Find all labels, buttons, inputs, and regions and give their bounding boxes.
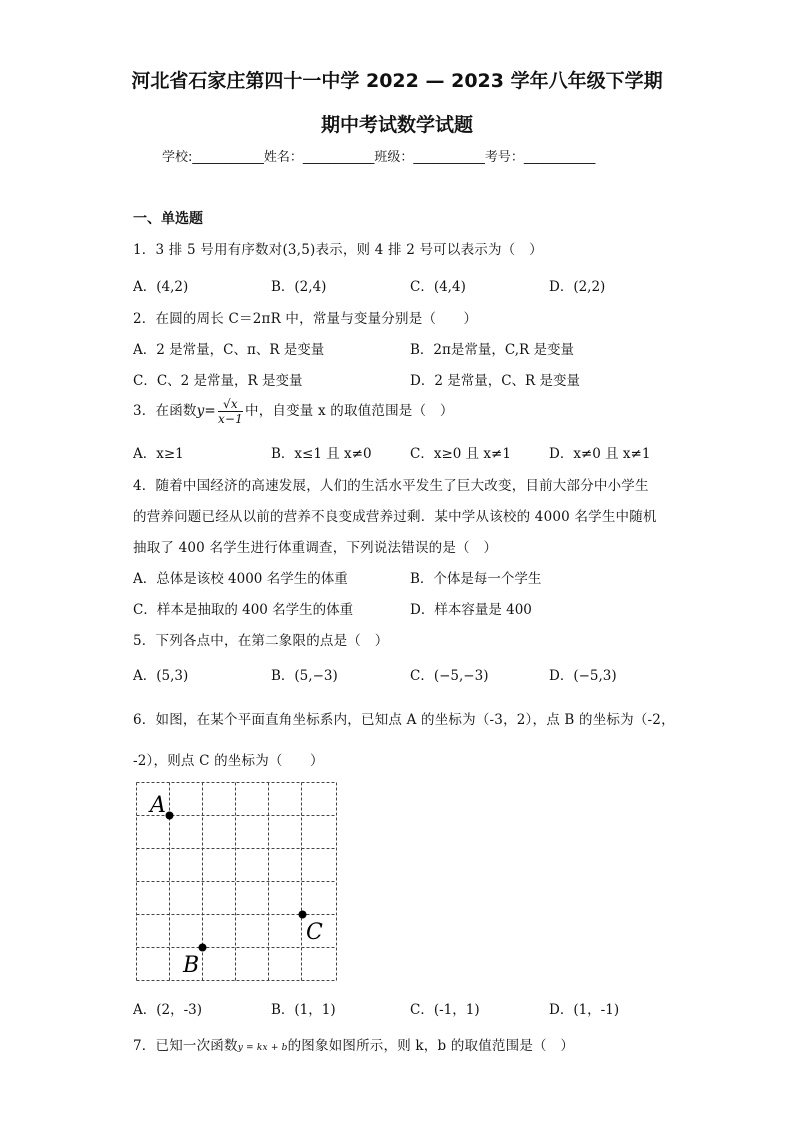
q3-prefix: 3．在函数 [133, 403, 197, 419]
grid-lines [137, 783, 337, 981]
label-a: A [150, 793, 166, 818]
q3-suffix: 中，自变量 x 的取值范围是（ ） [245, 403, 454, 419]
q6-option-d: D．(1，-1) [549, 1002, 620, 1018]
question-2-text: 2．在圆的周长 C＝2πR 中，常量与变量分别是（ ） [133, 311, 478, 327]
q6-option-c: C．(-1，1) [410, 1002, 480, 1018]
point-a [166, 812, 174, 820]
q7-suffix: 的图象如图所示，则 k，b 的取值范围是（ ） [287, 1038, 575, 1054]
question-7-text [133, 1034, 574, 1054]
q3-numerator: √x [218, 397, 243, 412]
q3-option-a: A．x≥1 [133, 446, 184, 462]
q4-option-a: A．总体是该校 4000 名学生的体重 [133, 571, 348, 587]
q6-grid-figure [136, 782, 338, 982]
student-info-line: 学校:___________姓名：___________班级：___________考号：___________ [162, 150, 596, 165]
q5-option-d: D．(−5,3) [549, 668, 617, 684]
question-6-line1: 6．如图，在某个平面直角坐标系内，已知点 A 的坐标为（-3，2），点 B 的坐标为（-2， [133, 712, 675, 728]
q7-function: y = kx + b [237, 1043, 288, 1053]
exam-title-line1: 河北省石家庄第四十一中学 2022 — 2023 学年八年级下学期 [131, 70, 663, 92]
question-6-line2: -2），则点 C 的坐标为（ ） [133, 753, 324, 769]
q1-option-d: D．(2,2) [549, 279, 606, 295]
q4-option-c: C．样本是抽取的 400 名学生的体重 [133, 602, 354, 618]
question-5-text: 5．下列各点中，在第二象限的点是（ ） [133, 633, 389, 649]
q4-option-b: B．个体是每一个学生 [410, 571, 542, 587]
point-b [199, 944, 207, 952]
q5-option-a: A．(5,3) [133, 668, 189, 684]
question-4-line2: 的营养问题已经从以前的营养不良变成营养过剩．某中学从该校的 4000 名学生中随机 [133, 509, 657, 525]
q3-option-b: B．x≤1 且 x≠0 [271, 446, 372, 462]
q5-option-b: B．(5,−3) [271, 668, 338, 684]
question-3-text [133, 397, 454, 426]
q2-option-a: A．2 是常量，C、π、R 是变量 [133, 342, 325, 358]
label-b: B [183, 953, 200, 978]
q2-option-d: D．2 是常量，C、R 是变量 [410, 373, 580, 389]
q3-option-c: C．x≥0 且 x≠1 [410, 446, 511, 462]
q3-fraction [218, 397, 243, 426]
q1-option-a: A．(4,2) [133, 279, 189, 295]
q3-denominator: x−1 [217, 412, 243, 426]
question-1-text: 1．3 排 5 号用有序数对(3,5)表示，则 4 排 2 号可以表示为（ ） [133, 242, 543, 258]
exam-title-line2: 期中考试数学试题 [320, 114, 473, 136]
q1-option-c: C．(4,4) [410, 279, 466, 295]
q6-option-b: B．(1，1) [271, 1002, 336, 1018]
q4-option-d: D．样本容量是 400 [410, 602, 532, 618]
q7-prefix: 7．已知一次函数 [133, 1038, 238, 1054]
q3-function-lhs: y= [196, 403, 216, 419]
q6-option-a: A．(2，-3) [133, 1002, 203, 1018]
point-c [299, 911, 307, 919]
label-c: C [306, 920, 323, 945]
q5-option-c: C．(−5,−3) [410, 668, 489, 684]
section-heading: 一、单选题 [133, 211, 203, 227]
q3-option-d: D．x≠0 且 x≠1 [549, 446, 651, 462]
q2-option-c: C．C、2 是常量，R 是变量 [133, 373, 303, 389]
question-4-line1: 4．随着中国经济的高速发展，人们的生活水平发生了巨大改变，目前大部分中小学生 [133, 478, 649, 494]
question-4-line3: 抽取了 400 名学生进行体重调查，下列说法错误的是（ ） [133, 540, 498, 556]
q2-option-b: B．2π是常量，C,R 是变量 [410, 342, 574, 358]
q1-option-b: B．(2,4) [271, 279, 327, 295]
